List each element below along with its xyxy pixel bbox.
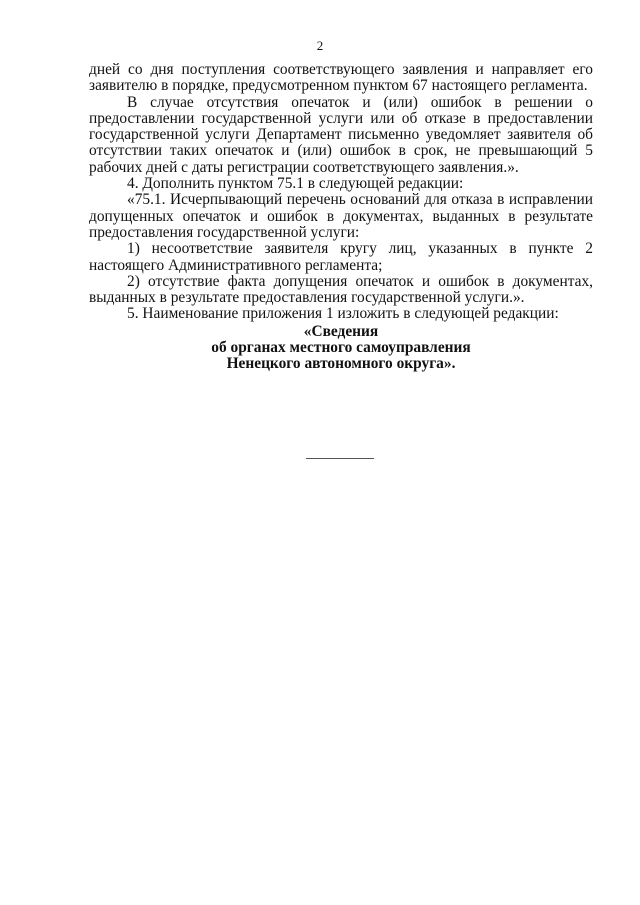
paragraph-75-1: «75.1. Исчерпывающий перечень оснований для отказа в исправлении допущенных опечаток и ошибок в документах, выданных в результате предоставления государственной услуги: <box>89 191 593 241</box>
page-number: 2 <box>316 38 324 53</box>
paragraph-reason-1: 1) несоответствие заявителя кругу лиц, указанных в пункте 2 настоящего Административного регламента; <box>89 240 593 274</box>
paragraph-reason-2: 2) отсутствие факта допущения опечаток и ошибок в документах, выданных в результате предоставления государственной услуги.». <box>89 272 593 307</box>
appendix-heading-line-1: «Сведения <box>303 322 379 340</box>
paragraph-no-errors: В случае отсутствия опечаток и (или) ошибок в решении о предоставлении государственной услуги или об отказе в предоставлении государственной услуги Департамент письменно уведомляет заявителя об отсутствии таких опечаток и (или) ошибок в срок, не превышающий 5 рабочих дней с даты регистрации соответствующего заявления.». <box>89 93 593 176</box>
paragraph-continuation: дней со дня поступления соответствующего заявления и направляет его заявителю в порядке, предусмотренном пунктом 67 настоящего регламента. <box>89 61 593 95</box>
appendix-heading <box>89 324 593 373</box>
paragraph-item-5: 5. Наименование приложения 1 изложить в следующей редакции: <box>127 305 559 323</box>
document-body <box>89 62 593 373</box>
appendix-heading-line-2: об органах местного самоуправления <box>211 339 471 357</box>
end-separator-line <box>306 458 374 459</box>
paragraph-item-4: 4. Дополнить пунктом 75.1 в следующей редакции: <box>127 175 464 193</box>
appendix-heading-line-3: Ненецкого автономного округа». <box>226 355 456 373</box>
